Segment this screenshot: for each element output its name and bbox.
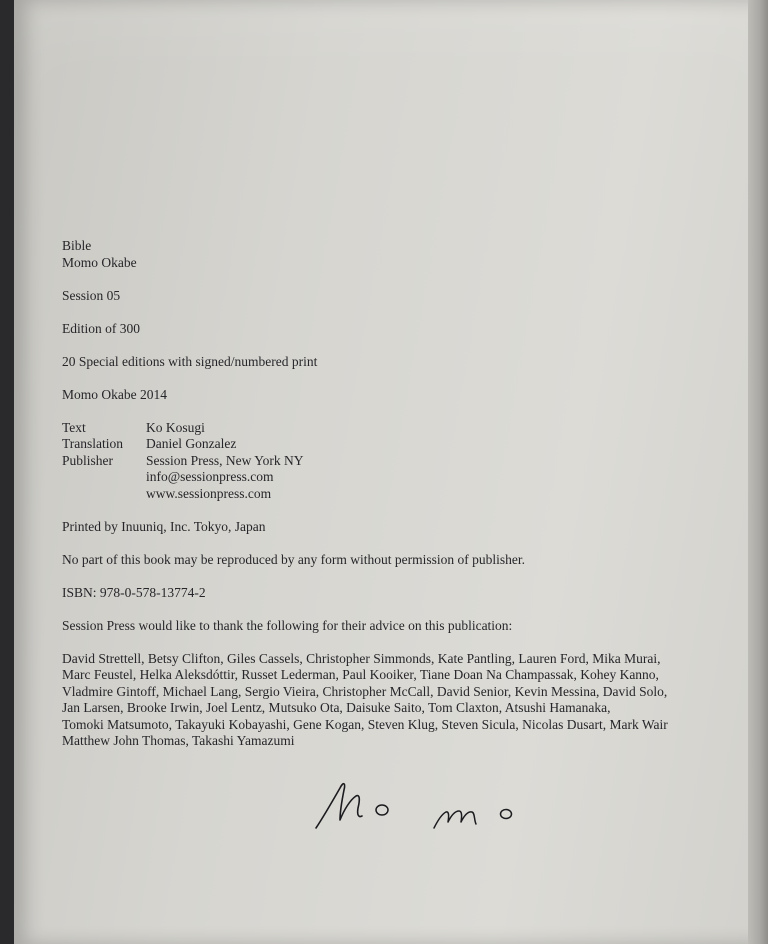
handwritten-signature bbox=[310, 776, 530, 836]
credit-value: Session Press, New York NY bbox=[146, 452, 304, 468]
thanks-line: Tomoki Matsumoto, Takayuki Kobayashi, Gene Kogan, Steven Klug, Steven Sicula, Nicolas Dusart, Mark Wair bbox=[62, 716, 668, 732]
credit-value: www.sessionpress.com bbox=[146, 485, 272, 501]
thanks-list bbox=[62, 651, 768, 750]
isbn: ISBN: 978-0-578-13774-2 bbox=[62, 584, 206, 600]
printer-line: Printed by Inuuniq, Inc. Tokyo, Japan bbox=[62, 518, 266, 534]
session-number: Session 05 bbox=[62, 287, 121, 303]
book-author: Momo Okabe bbox=[62, 254, 137, 270]
thanks-intro: Session Press would like to thank the following for their advice on this publication: bbox=[62, 617, 513, 633]
rights-notice: No part of this book may be reproduced by any form without permission of publisher. bbox=[62, 551, 526, 567]
credit-value: info@sessionpress.com bbox=[146, 469, 274, 484]
credit-label: Publisher bbox=[62, 452, 114, 468]
thanks-line: Matthew John Thomas, Takashi Yamazumi bbox=[62, 733, 295, 748]
edition-size: Edition of 300 bbox=[62, 320, 140, 336]
copyright-line: Momo Okabe 2014 bbox=[62, 386, 167, 402]
thanks-line: Marc Feustel, Helka Aleksdóttir, Russet Lederman, Paul Kooiker, Tiane Doan Na Champassak, Kohey Kanno, bbox=[62, 667, 659, 682]
colophon bbox=[62, 238, 768, 750]
page-edge bbox=[748, 0, 768, 944]
special-editions: 20 Special editions with signed/numbered print bbox=[62, 353, 318, 369]
credit-label bbox=[62, 486, 146, 503]
book-page bbox=[14, 0, 768, 944]
book-title: Bible bbox=[62, 238, 92, 253]
thanks-line: Jan Larsen, Brooke Irwin, Joel Lentz, Mutsuko Ota, Daisuke Saito, Tom Claxton, Atsushi Hamanaka, bbox=[62, 700, 611, 715]
credit-label: Translation bbox=[62, 436, 124, 451]
credit-value: Ko Kosugi bbox=[146, 419, 205, 435]
credit-label: Text bbox=[62, 419, 86, 435]
thanks-line: David Strettell, Betsy Clifton, Giles Cassels, Christopher Simmonds, Kate Pantling, Lauren Ford, Mika Murai, bbox=[62, 650, 661, 666]
credit-label bbox=[62, 469, 146, 486]
credits-block bbox=[62, 420, 768, 503]
thanks-line: Vladmire Gintoff, Michael Lang, Sergio Vieira, Christopher McCall, David Senior, Kevin Messina, David Solo, bbox=[62, 683, 668, 699]
credit-value: Daniel Gonzalez bbox=[146, 436, 237, 451]
